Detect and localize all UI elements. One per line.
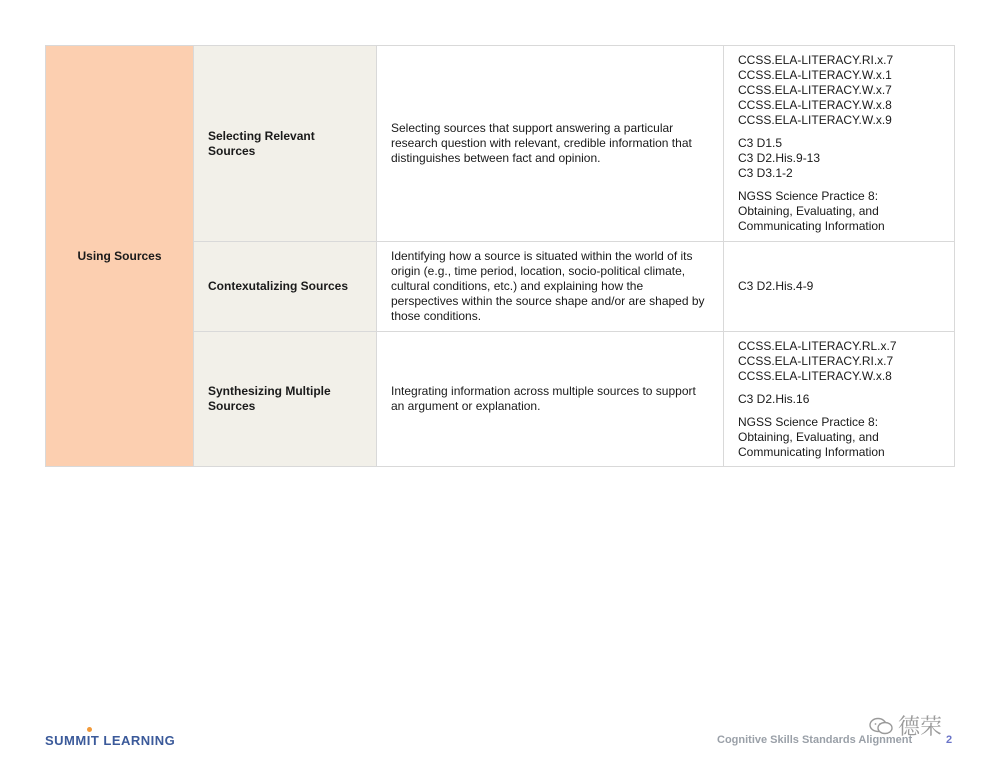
skill-description: Identifying how a source is situated within the world of its origin (e.g., time period, location, socio-political climate, cultural conditions, etc.) and explaining how the perspectives within the source shape and/or are shaped by those conditions. <box>377 242 724 332</box>
standard-code: Obtaining, Evaluating, and <box>738 429 879 444</box>
standard-code: C3 D3.1-2 <box>738 166 793 180</box>
skill-description: Integrating information across multiple sources to support an argument or explanation. <box>377 332 724 467</box>
summit-learning-logo <box>45 733 175 748</box>
standard-code: CCSS.ELA-LITERACY.W.x.8 <box>738 98 892 112</box>
standard-code: CCSS.ELA-LITERACY.W.x.9 <box>738 113 892 127</box>
standard-code: CCSS.ELA-LITERACY.RI.x.7 <box>738 53 894 67</box>
standard-code: Obtaining, Evaluating, and <box>738 204 879 218</box>
watermark <box>868 710 942 741</box>
standards-group <box>738 392 940 407</box>
standard-code: NGSS Science Practice 8: <box>738 189 879 203</box>
document-title: Cognitive Skills Standards Alignment <box>717 734 913 746</box>
standards-group <box>738 136 940 181</box>
standard-code: C3 D1.5 <box>738 136 783 150</box>
table-row <box>46 46 955 242</box>
dimension-cell: Using Sources <box>46 46 194 467</box>
standards-cell <box>724 332 955 467</box>
standard-code: CCSS.ELA-LITERACY.W.x.7 <box>738 83 892 97</box>
standards-group <box>738 189 940 234</box>
skill-description: Selecting sources that support answering a particular research question with relevant, credible information that distinguishes between fact and opinion. <box>377 46 724 242</box>
standard-code: C3 D2.His.4-9 <box>738 279 814 293</box>
standard-code: C3 D2.His.9-13 <box>738 151 821 165</box>
watermark-text: 德荣 <box>898 715 943 740</box>
standards-cell <box>724 46 955 242</box>
chat-bubbles-icon <box>868 716 894 736</box>
logo-dot-icon <box>87 727 92 732</box>
standard-code: NGSS Science Practice 8: <box>738 414 879 429</box>
skill-name: Synthesizing Multiple Sources <box>194 332 377 467</box>
skill-name: Contexutalizing Sources <box>194 242 377 332</box>
skills-table <box>45 45 955 467</box>
standards-alignment-sheet <box>45 45 955 467</box>
standards-group <box>738 53 940 128</box>
standard-code: CCSS.ELA-LITERACY.RI.x.7 <box>738 353 894 368</box>
standards-cell <box>724 242 955 332</box>
standard-code: Communicating Information <box>738 219 885 233</box>
logo-text: SUMMIT LEARNING <box>45 733 176 748</box>
skill-name: Selecting Relevant Sources <box>194 46 377 242</box>
standards-group <box>738 415 940 460</box>
standard-code: Communicating Information <box>738 444 885 459</box>
standard-code: CCSS.ELA-LITERACY.RL.x.7 <box>738 338 897 353</box>
standards-group <box>738 279 940 294</box>
standard-code: CCSS.ELA-LITERACY.W.x.8 <box>738 368 892 383</box>
standard-code: CCSS.ELA-LITERACY.W.x.1 <box>738 68 892 82</box>
standards-group <box>738 339 940 384</box>
standard-code: C3 D2.His.16 <box>738 391 810 406</box>
page-number: 2 <box>946 734 953 746</box>
